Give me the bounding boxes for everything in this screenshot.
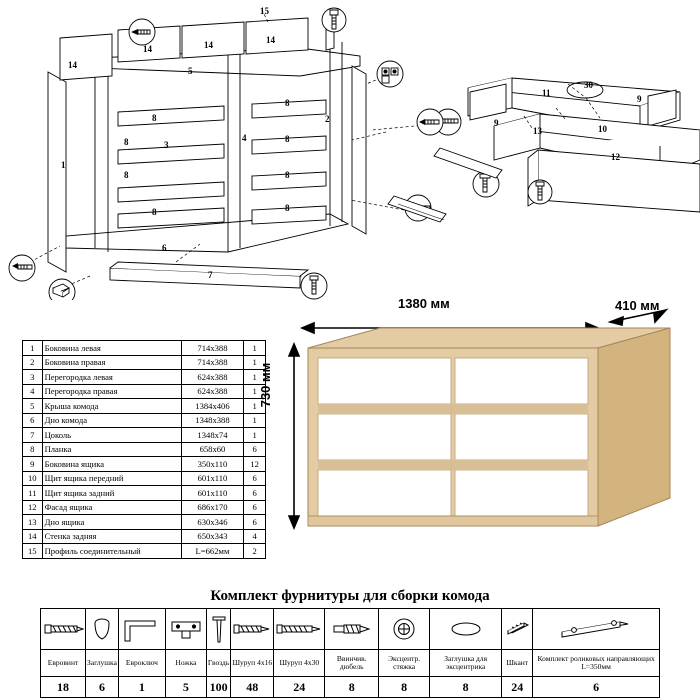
- part-quantity: 1: [244, 399, 266, 414]
- table-row: [23, 399, 266, 414]
- fitting-count: 8: [325, 677, 379, 698]
- part-dimension: 1348х74: [181, 428, 244, 443]
- part-dimension: 650х343: [181, 529, 244, 544]
- fitting-count: 5: [165, 677, 206, 698]
- part-dimension: 601х110: [181, 486, 244, 501]
- fitting-name: Комплект роликовых направляющих L=350мм: [533, 650, 660, 677]
- part-name: Боковина ящика: [42, 457, 181, 472]
- part-name: Планка: [42, 442, 181, 457]
- part-index: 10: [23, 471, 43, 486]
- part-quantity: 6: [244, 500, 266, 515]
- cam-cap-icon: [430, 609, 502, 650]
- table-row: [23, 529, 266, 544]
- part-dimension: 714х388: [181, 355, 244, 370]
- part-dimension: 1384х406: [181, 399, 244, 414]
- part-dimension: 624х388: [181, 384, 244, 399]
- table-row: [23, 457, 266, 472]
- part-index: 15: [23, 544, 43, 559]
- table-row: [23, 384, 266, 399]
- callout-5: 5: [188, 66, 193, 76]
- table-row: [23, 500, 266, 515]
- table-row: [23, 413, 266, 428]
- callout-11: 11: [542, 88, 551, 98]
- part-dimension: 714х388: [181, 341, 244, 356]
- part-dimension: L=662мм: [181, 544, 244, 559]
- exploded-assembly-diagram: [0, 0, 700, 300]
- callout-6: 6: [162, 243, 167, 253]
- table-row: [23, 442, 266, 457]
- part-index: 4: [23, 384, 43, 399]
- screw-in-dowel-icon: [325, 609, 379, 650]
- part-index: 12: [23, 500, 43, 515]
- callout-14-d: 14: [68, 60, 77, 70]
- table-row: [23, 486, 266, 501]
- part-quantity: 12: [244, 457, 266, 472]
- screw-4x30-icon: [274, 609, 325, 650]
- part-name: Крыша комода: [42, 399, 181, 414]
- callout-3: 3: [164, 140, 169, 150]
- callout-8-g: 8: [285, 170, 290, 180]
- screw-4x16-icon: [231, 609, 274, 650]
- part-quantity: 1: [244, 384, 266, 399]
- table-row: [23, 370, 266, 385]
- cam-lock-icon: [379, 609, 430, 650]
- fitting-count: 24: [502, 677, 533, 698]
- fitting-name: Заглушка для эксцентрика: [430, 650, 502, 677]
- part-name: Дно ящика: [42, 515, 181, 530]
- euro-key-icon: [118, 609, 165, 650]
- callout-9-b: 9: [494, 118, 499, 128]
- part-dimension: 350х110: [181, 457, 244, 472]
- part-dimension: 630х346: [181, 515, 244, 530]
- part-index: 2: [23, 355, 43, 370]
- callout-12: 12: [611, 152, 620, 162]
- part-index: 9: [23, 457, 43, 472]
- dowel-icon: [502, 609, 533, 650]
- part-index: 13: [23, 515, 43, 530]
- callout-8-h: 8: [285, 203, 290, 213]
- part-name: Профиль соединительный: [42, 544, 181, 559]
- callout-30: 30: [584, 80, 593, 90]
- part-dimension: 686х170: [181, 500, 244, 515]
- table-row: [23, 515, 266, 530]
- callout-14-a: 14: [143, 44, 152, 54]
- part-dimension: 601х110: [181, 471, 244, 486]
- fitting-count: 1: [118, 677, 165, 698]
- part-index: 6: [23, 413, 43, 428]
- table-row: [23, 471, 266, 486]
- table-row: [23, 341, 266, 356]
- callout-14-b: 14: [204, 40, 213, 50]
- part-name: Стенка задняя: [42, 529, 181, 544]
- part-name: Щит ящика задний: [42, 486, 181, 501]
- part-index: 7: [23, 428, 43, 443]
- fittings-name-row: [41, 650, 660, 677]
- fittings-title: Комплект фурнитуры для сборки комода: [210, 588, 490, 604]
- fitting-name: Ввинчив. дюбель: [325, 650, 379, 677]
- part-quantity: 6: [244, 442, 266, 457]
- part-index: 8: [23, 442, 43, 457]
- part-dimension: 1348х388: [181, 413, 244, 428]
- fittings-count-row: [41, 677, 660, 698]
- fitting-name: Шуруп 4х16: [231, 650, 274, 677]
- callout-8-b: 8: [124, 137, 129, 147]
- fitting-count: 48: [231, 677, 274, 698]
- leg-icon: [165, 609, 206, 650]
- table-row: [23, 544, 266, 559]
- part-index: 5: [23, 399, 43, 414]
- part-index: 1: [23, 341, 43, 356]
- fitting-count: 24: [274, 677, 325, 698]
- fitting-name: Ножка: [165, 650, 206, 677]
- fitting-name: Шкант: [502, 650, 533, 677]
- callout-8-c: 8: [124, 170, 129, 180]
- part-quantity: 2: [244, 544, 266, 559]
- callout-8-f: 8: [285, 134, 290, 144]
- euro-screw-icon: [41, 609, 86, 650]
- part-name: Боковина левая: [42, 341, 181, 356]
- fitting-count: 6: [533, 677, 660, 698]
- part-name: Перегородка левая: [42, 370, 181, 385]
- parts-list-table: [22, 340, 266, 559]
- part-quantity: 1: [244, 341, 266, 356]
- part-dimension: 624х388: [181, 370, 244, 385]
- parts-list-body: [23, 341, 266, 559]
- callout-4: 4: [242, 133, 247, 143]
- part-name: Фасад ящика: [42, 500, 181, 515]
- fitting-name: Евроключ: [118, 650, 165, 677]
- part-quantity: 6: [244, 486, 266, 501]
- part-name: Дно комода: [42, 413, 181, 428]
- part-dimension: 658х60: [181, 442, 244, 457]
- callout-2: 2: [325, 114, 330, 124]
- callout-8-e: 8: [285, 98, 290, 108]
- part-quantity: 1: [244, 355, 266, 370]
- callout-13: 13: [533, 126, 542, 136]
- height-dimension-label: 730 мм: [258, 362, 273, 408]
- part-quantity: 1: [244, 413, 266, 428]
- fitting-name: Гвоздь: [206, 650, 230, 677]
- table-row: [23, 428, 266, 443]
- callout-14-c: 14: [266, 35, 275, 45]
- callout-15: 15: [260, 6, 269, 16]
- part-name: Цоколь: [42, 428, 181, 443]
- fitting-count: 8: [430, 677, 502, 698]
- part-name: Боковина правая: [42, 355, 181, 370]
- nail-icon: [206, 609, 230, 650]
- part-quantity: 1: [244, 428, 266, 443]
- part-index: 14: [23, 529, 43, 544]
- part-name: Щит ящика передний: [42, 471, 181, 486]
- fitting-name: Евровинт: [41, 650, 86, 677]
- width-dimension-label: 1380 мм: [398, 296, 450, 311]
- part-quantity: 6: [244, 471, 266, 486]
- fitting-count: 18: [41, 677, 86, 698]
- callout-10: 10: [598, 124, 607, 134]
- fitting-count: 100: [206, 677, 230, 698]
- fitting-name: Эксцентр. стяжка: [379, 650, 430, 677]
- product-photo-block: [258, 296, 680, 550]
- fitting-count: 8: [379, 677, 430, 698]
- part-name: Перегородка правая: [42, 384, 181, 399]
- fittings-icon-row: [41, 609, 660, 650]
- part-index: 11: [23, 486, 43, 501]
- part-quantity: 4: [244, 529, 266, 544]
- cap-icon: [86, 609, 119, 650]
- part-quantity: 6: [244, 515, 266, 530]
- fitting-name: Заглушка: [86, 650, 119, 677]
- slide-rail-icon: [533, 609, 660, 650]
- fittings-table: [40, 608, 660, 698]
- part-index: 3: [23, 370, 43, 385]
- callout-8-d: 8: [152, 207, 157, 217]
- table-row: [23, 355, 266, 370]
- callout-7: 7: [208, 270, 213, 280]
- callout-8-a: 8: [152, 113, 157, 123]
- depth-dimension-label: 410 мм: [615, 298, 660, 313]
- fitting-name: Шуруп 4х30: [274, 650, 325, 677]
- fitting-count: 6: [86, 677, 119, 698]
- callout-9-a: 9: [637, 94, 642, 104]
- callout-1: 1: [61, 160, 66, 170]
- part-quantity: 1: [244, 370, 266, 385]
